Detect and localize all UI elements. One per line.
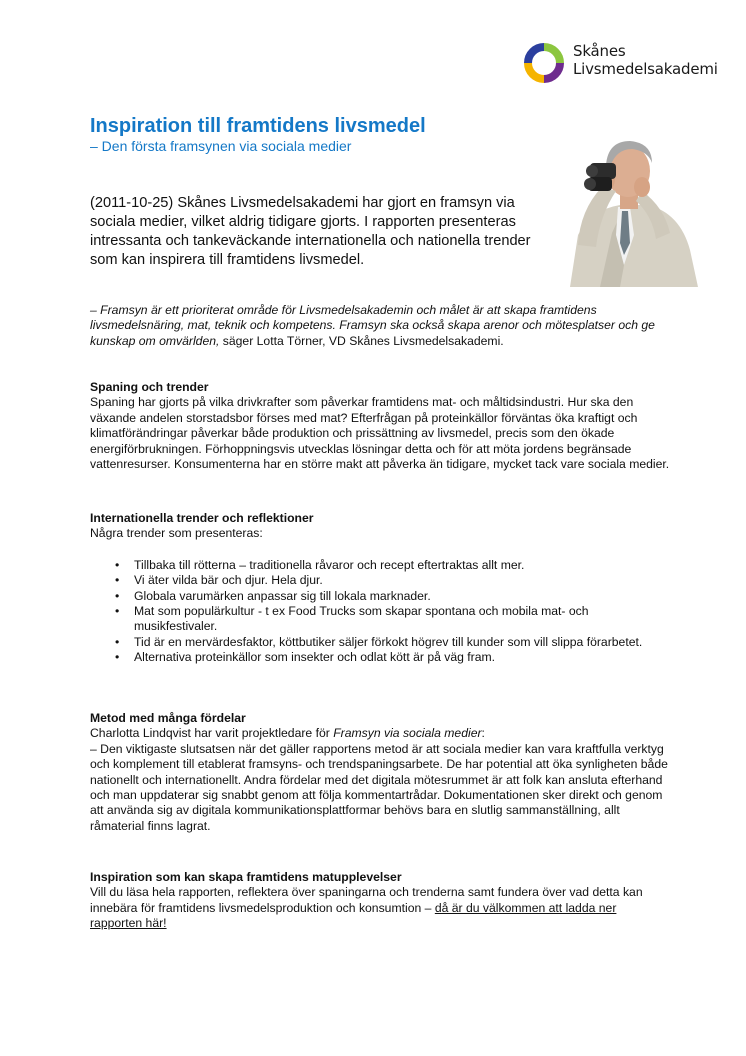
logo-line-2: Livsmedelsakademi [573, 60, 718, 78]
quote-paragraph [90, 303, 670, 349]
section-international-trends [90, 511, 670, 666]
section-heading: Metod med många fördelar [90, 711, 246, 725]
section-heading: Spaning och trender [90, 380, 209, 394]
skanes-livsmedelsakademi-logo [523, 40, 723, 84]
section-heading: Internationella trender och reflektioner [90, 511, 314, 525]
list-item: • Tid är en mervärdesfaktor, köttbutiker säljer förkokt högrev till kunder som vill slippa förarbetet. [115, 634, 643, 649]
bullet: • [115, 588, 120, 603]
section-heading: Inspiration som kan skapa framtidens matupplevelser [90, 870, 402, 884]
trends-intro: Några trender som presenteras: [90, 526, 263, 541]
lead-paragraph: (2011-10-25) Skånes Livsmedelsakademi har gjort en framsyn via sociala medier, vilket aldrig tidigare gjorts. I rapporten presenteras intressanta och tankeväckande internationella och nationella trender som kan inspirera till framtidens livsmedel. [90, 195, 531, 268]
bullet: • [115, 604, 120, 619]
logo-text [573, 42, 718, 78]
list-item: • Globala varumärken anpassar sig till lokala marknader. [115, 588, 431, 603]
article-subtitle: – Den första framsynen via sociala medier [90, 138, 352, 154]
list-item: • Mat som populärkultur - t ex Food Trucks som skapar spontana och mobila mat- och musikfestivaler. [115, 604, 589, 634]
man-with-binoculars-photo [560, 115, 700, 287]
bullet: • [115, 634, 120, 649]
bullet: • [115, 573, 120, 588]
method-intro: Charlotta Lindqvist har varit projektledare för Framsyn via sociala medier: [90, 726, 485, 741]
section-method [90, 711, 670, 834]
ring-logo-icon [523, 42, 565, 84]
download-report-link[interactable]: då är du välkommen att ladda ner rapporten här! [90, 900, 617, 931]
section-text: – Den viktigaste slutsatsen när det gäller rapportens metod är att sociala medier kan vara kraftfulla verktyg och komplement till etablerat framsyns- och trendspaningsarbete. De har potential att öka synligheten både nationellt och internationellt. Andra fördelar med det digitala mötesrummet är att folk kan ansluta efterhand och man uppdaterar sig snabbt genom att följa kommentartrådar. Dokumentationen sker direkt och genom att använda sig av digitala kommunikationsplattformar behövs bara en slutlig sammanställning, allt råmaterial finns lagrat. [90, 741, 668, 833]
bullet: • [115, 557, 120, 572]
bullet: • [115, 650, 120, 665]
quote-italic: – Framsyn är ett prioriterat område för Livsmedelsakademin och målet är att skapa framtidens livsmedelsnäring, mat, teknik och kompetens. Framsyn ska också skapa arenor och mötesplatser och ge kunskap om omvärlden, [90, 303, 655, 348]
section-text: Vill du läsa hela rapporten, reflektera över spaningarna och trenderna samt fundera över vad detta kan innebära för framtidens livsmedelsproduktion och konsumtion – då är du välkommen att ladda ner rapporten här! [90, 885, 643, 931]
section-spaning [90, 380, 670, 472]
list-item: • Alternativa proteinkällor som insekter och odlat kött är på väg fram. [115, 650, 496, 665]
quote-attribution: säger Lotta Törner, VD Skånes Livsmedelsakademi. [219, 333, 504, 348]
list-item: • Tillbaka till rötterna – traditionella råvaror och recept eftertraktas allt mer. [115, 557, 525, 572]
logo-line-1: Skånes [573, 42, 626, 60]
section-text: Spaning har gjorts på vilka drivkrafter som påverkar framtidens mat- och måltidsindustri. Hur ska den växande andelen storstadsbor förses med mat? Efterfrågan på proteinkällor förväntas öka kraftigt och klimatförändringar påverkar både produktion och prissättning av livsmedel, precis som den ökade energiförbrukningen. Förhoppningsvis utvecklas lösningar detta och för att möta jordens begränsade vattenresurser. Konsumenterna har en större makt att påverka än tidigare, mycket tack vare sociala medier. [90, 395, 670, 472]
section-inspiration [90, 870, 670, 932]
article-title: Inspiration till framtidens livsmedel [90, 115, 426, 137]
trend-list [90, 558, 670, 666]
list-item: • Vi äter vilda bär och djur. Hela djur. [115, 573, 323, 588]
